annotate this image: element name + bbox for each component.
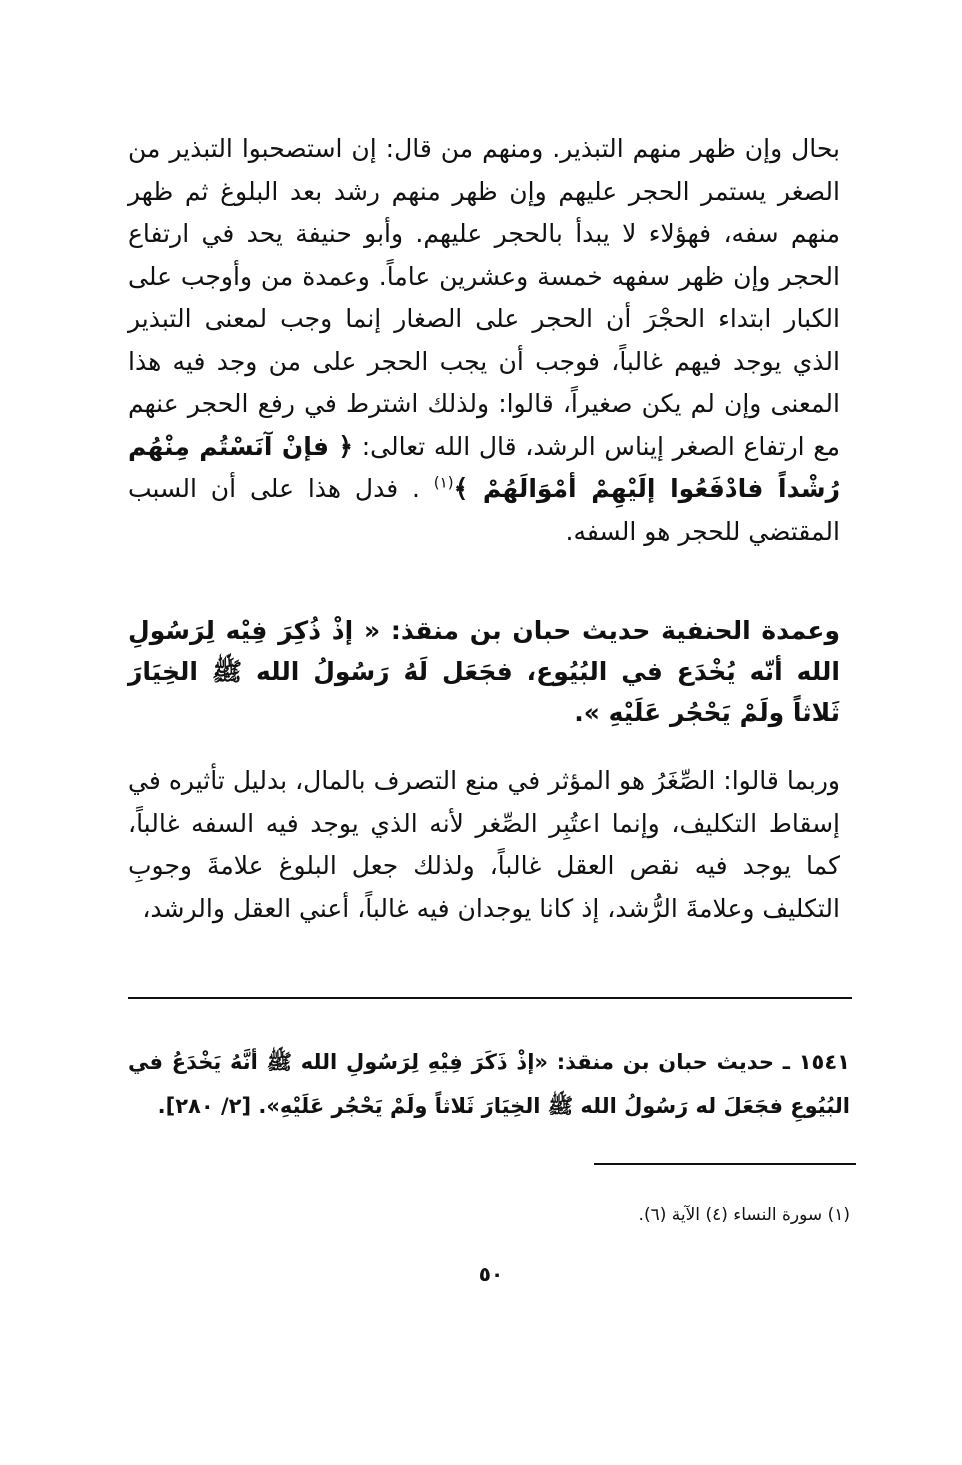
- quran-verse: ﴿ فإنْ آنَسْتُم مِنْهُم رُشْداً فادْفَعُوا إلَيْهِمْ أمْوَالَهُمْ ﴾: [128, 431, 840, 503]
- footnote-reference[interactable]: (١): [433, 473, 454, 492]
- body-paragraph-3: وربما قالوا: الصِّغَرُ هو المؤثر في منع التصرف بالمال، بدليل تأثيره في إسقاط التكليف، وإنما اعتُبِر الصِّغر لأنه الذي يوجد فيه السفه غالباً، كما يوجد فيه نقص العقل غالباً، ولذلك جعل البلوغ علامةَ وجوبِ التكليف وعلامةَ الرُّشد، إذ كانا يوجدان فيه غالباً، أعني العقل والرشد،: [128, 766, 840, 923]
- paragraph-conclusion: . فدل هذا على أن السبب المقتضي للحجر هو السفه.: [128, 474, 840, 546]
- footnote-divider: [594, 1163, 856, 1165]
- footnote: (١) سورة النساء (٤) الآية (٦).: [638, 1205, 850, 1225]
- paragraph-text: بحال وإن ظهر منهم التبذير. ومنهم من قال: إن استصحبوا التبذير من الصغر يستمر الحجر عليهم وإن ظهر منهم رشد بعد البلوغ ثم ظهر منهم سفه، فهؤلاء لا يبدأ بالحجر عليهم. وأبو حنيفة يحد في ارتفاع الحجر وإن ظهر سفهه خمسة وعشرين عاماً. وعمدة من وأوجب على الكبار ابتداء الحجْرَ أن الحجر على الصغار إنما وجب لمعنى التبذير الذي يوجد فيهم غالباً، فوجب أن يجب الحجر على من وجد فيه هذا المعنى وإن لم يكن صغيراً، قالوا: ولذلك اشترط في رفع الحجر عنهم مع ارتفاع الصغر إيناس الرشد، قال الله تعالى:: [128, 134, 840, 461]
- hadith-note: ١٥٤١ ـ حديث حبان بن منقذ: «إذْ ذَكَرَ فِيْهِ لِرَسُولِ الله ﷺ أنَّهُ يَخْدَعُ في البُيُوعِ فجَعَلَ له رَسُولُ الله ﷺ الخِيَارَ ثَلاثاً ولَمْ يَحْجُر عَلَيْهِ». [٢/ ٢٨٠].: [128, 1050, 850, 1118]
- notes-divider: [128, 997, 852, 999]
- body-paragraph-1: [128, 128, 840, 553]
- body-paragraph-2: وعمدة الحنفية حديث حبان بن منقذ: « إذْ ذُكِرَ فِيْه لِرَسُولِ الله أنّه يُخْدَع في البُيُوع، فجَعَل لَهُ رَسُولُ الله ﷺ الخِيَارَ ثَلاثاً ولَمْ يَحْجُر عَلَيْهِ ».: [128, 616, 840, 727]
- page-number: ٥٠: [478, 1262, 504, 1286]
